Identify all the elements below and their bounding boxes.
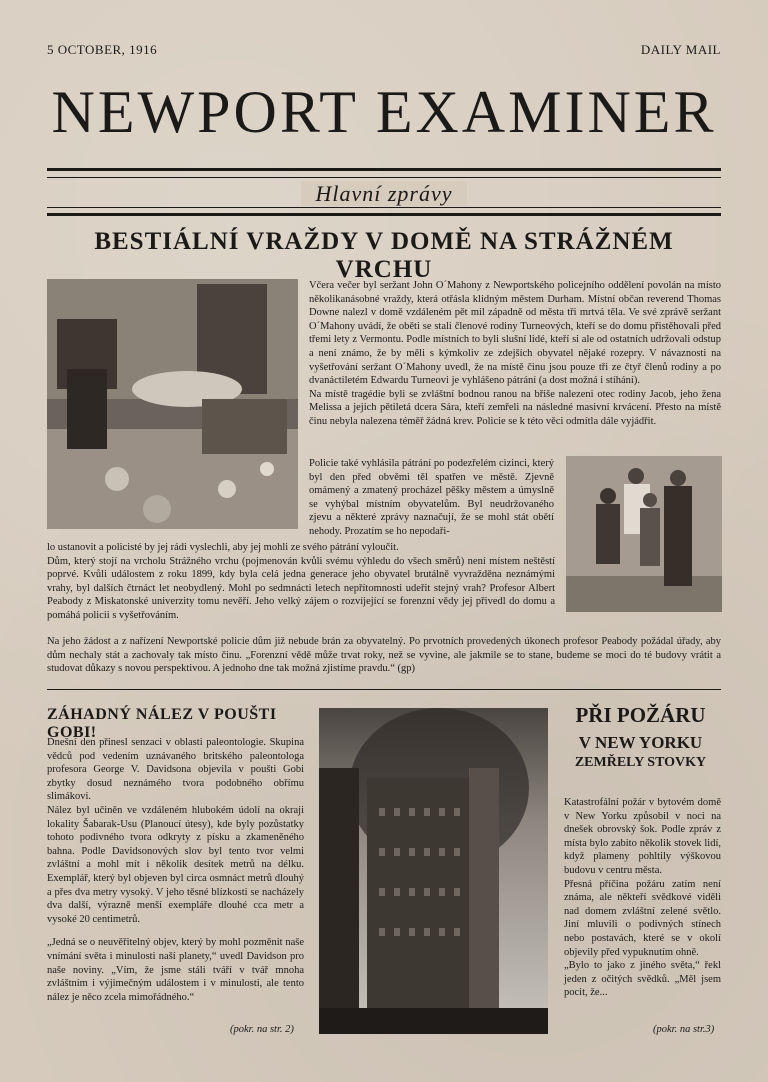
burning-building-photo	[319, 708, 548, 1034]
section-banner	[0, 181, 768, 207]
gobi-continued: (pokr. na str. 2)	[230, 1024, 294, 1035]
lead-paragraph: Na místě tragédie byli se zvláštní bodnou ranou na břiše nalezeni otec rodiny Jacob, jeho žena Melissa a jejich pětiletá dcera Sára, kteří zemřeli na následné masivní krvácení. Přesto na místě činu nebyla nalezena téměř žádná krev. Policie se k této věci odmítla dále vyjádřit.	[309, 388, 721, 427]
gobi-article	[47, 736, 304, 1004]
lead-paragraph: Včera večer byl seržant John O´Mahony z Newportského policejního oddělení povolán na místo několikanásobné vraždy, která otřásla klidným městem Durham. Místní občan reverend Thomas Downe nalezl v domě vzdáleném pět mil západně od města tři mrtvá těla. Ve své zprávě seržant O´Mahony uvádí, že oběti se stali členové rodiny Turneových, kteří se do domu přistěhovali před třemi lety z Vermontu. Podle místních to byli slušní lidé, kteří si ale od ostatních udržovali odstup a není známo, že by měli s kýmkoliv ze zdejších obyvatel nějaké rozepry. V návaznosti na vyšetřování seržant O´Mahony uvedl, že na místě činu jsou pouze tři ze čtyř členů rodiny a po dvanáctiletém Edwardu Turneovi je vyhlášeno pátrání (a dost možná i stíhání).	[309, 280, 721, 387]
lead-article-bottom	[47, 541, 555, 623]
newspaper-title: NEWPORT EXAMINER	[51, 79, 717, 145]
fire-continued: (pokr. na str.3)	[653, 1024, 715, 1035]
section-divider	[47, 689, 721, 690]
fire-article	[564, 796, 721, 1000]
lead-paragraph: Dům, který stojí na vrcholu Strážného vrchu (pojmenován kvůli svému výhledu do všech směrů) není místem neštěstí poprvé. Kvůli událostem z roku 1899, kdy byla celá jedna generace jeho obyvatel brutálně vyvražděna neznámými vrahy, byl dalších čtrnáct let neobydlený. Mohl po sedmnácti letech nepřítomnosti udeřit stejný vrah? Profesor Albert Peabody z Miskatonské univerzity tomu nevěří. Jeho velký zájem o rozvíjející se forenzní vědy jej přivedl do domu a pomáhá policii s vyšetřováním.	[47, 555, 555, 621]
lead-paragraph: Na jeho žádost a z nařízení Newportské policie dům již nebude brán za obyvatelný. Po prvotních provedených úkonech profesor Peabody požádal úřady, aby dům nechaly stát a zachovaly tak místo činu. „Forenzní vědě může trvat roky, než se vyvine, ale jakmile se to stane, budeme se moci do té budovy vrátit a studovat důkazy s novou perspektivou. A jednoho dne tak možná zjistíme pravdu.“ (gp)	[47, 636, 721, 675]
gobi-paragraph: Nález byl učiněn ve vzdáleném hlubokém údolí na okraji lokality Šabarak-Usu (Planoucí útesy), kde byly pozůstatky tohoto podivného tvora odkryty z písku a zkameněného bahna. Podle Davidsonových slov byl tento tvor velmi zvláštní a mohl mít i několik desítek metrů na délku. Exemplář, který byl objeven byl circa osmnáct metrů dlouhý a přes dva metry vysoký. V jeho těsné blízkosti se nacházely dva další, výrazně menší exempláře dlouhé cca metr a vysoké 20 centimetrů.	[47, 804, 304, 925]
lead-article-ending	[47, 635, 721, 676]
fire-paragraph: Přesná příčina požáru zatím není známa, ale někteří svědkové viděli nad domem zvláštní zelené světlo. Jiní mluvili o podivných stínech nebo postavách, které se v okolí objevily před vypuknutím ohně.	[564, 878, 721, 958]
publisher-name: DAILY MAIL	[640, 42, 721, 57]
lead-headline: BESTIÁLNÍ VRAŽDY V DOMĚ NA STRÁŽNÉM VRCHU	[94, 228, 674, 283]
fire-paragraph: „Bylo to jako z jiného světa,“ řekl jeden z očitých svědků. „Měl jsem pocit, že...	[564, 960, 721, 999]
divider-rule	[47, 177, 721, 178]
divider-rule	[47, 207, 721, 208]
family-portrait-photo	[566, 456, 722, 612]
fire-headline-line2: V NEW YORKU	[578, 733, 703, 752]
issue-date: 5 OCTOBER, 1916	[47, 42, 158, 57]
fire-headline-line1: PŘI POŽÁRU	[575, 703, 706, 727]
crime-scene-photo	[47, 279, 298, 529]
gobi-paragraph: „Jedná se o neuvěřitelný objev, který by mohl pozměnit naše vnímání světa i minulosti naší planety,“ uvedl Davidson pro naše noviny. „Vím, že jsme stáli tváří v tvář mnoha zvláštním i výjimečným událostem i v minulosti, ale tento nález je něco zcela mimořádného.“	[47, 937, 304, 1003]
section-title: Hlavní zprávy	[301, 181, 466, 206]
gobi-paragraph: Dnešní den přinesl senzaci v oblasti paleontologie. Skupina vědců pod vedením uznávaného britského paleontologa profesora George V. Davidsona objevila v poušti Gobi zbytky dosud neznámého tvora podobného obřímu slimákovi.	[47, 737, 304, 803]
fire-headline-line3: ZEMŘELY STOVKY	[574, 755, 707, 770]
lead-paragraph: Policie také vyhlásila pátrání po podezřelém cizinci, který byl den před obvěmi těl spatřen ve městě. Zjevně omámený a zmatený procházel pěšky městem a úmyslně se vyhýbal místním obyvatelům. Byl neudržovaného zjevu a některé zprávy naznačují, že se mohl stát obětí nehody. Prozatím se ho nepodaři-	[309, 458, 554, 537]
gobi-headline: ZÁHADNÝ NÁLEZ V POUŠTI GOBI!	[47, 706, 277, 741]
divider-rule	[47, 213, 721, 216]
lead-article-middle	[309, 457, 554, 539]
divider-rule	[47, 168, 721, 171]
lead-article-top	[309, 279, 721, 429]
lead-paragraph: lo ustanovit a policisté by jej rádi vyslechli, aby jej mohli ze svého pátrání vyloučit.	[47, 542, 399, 553]
fire-paragraph: Katastrofální požár v bytovém domě v New Yorku způsobil v noci na dnešek obrovský šok. Podle zpráv z místa bylo zabito několik stovek lidí, když plameny pohltily výškovou budovu v centru města.	[564, 797, 721, 876]
